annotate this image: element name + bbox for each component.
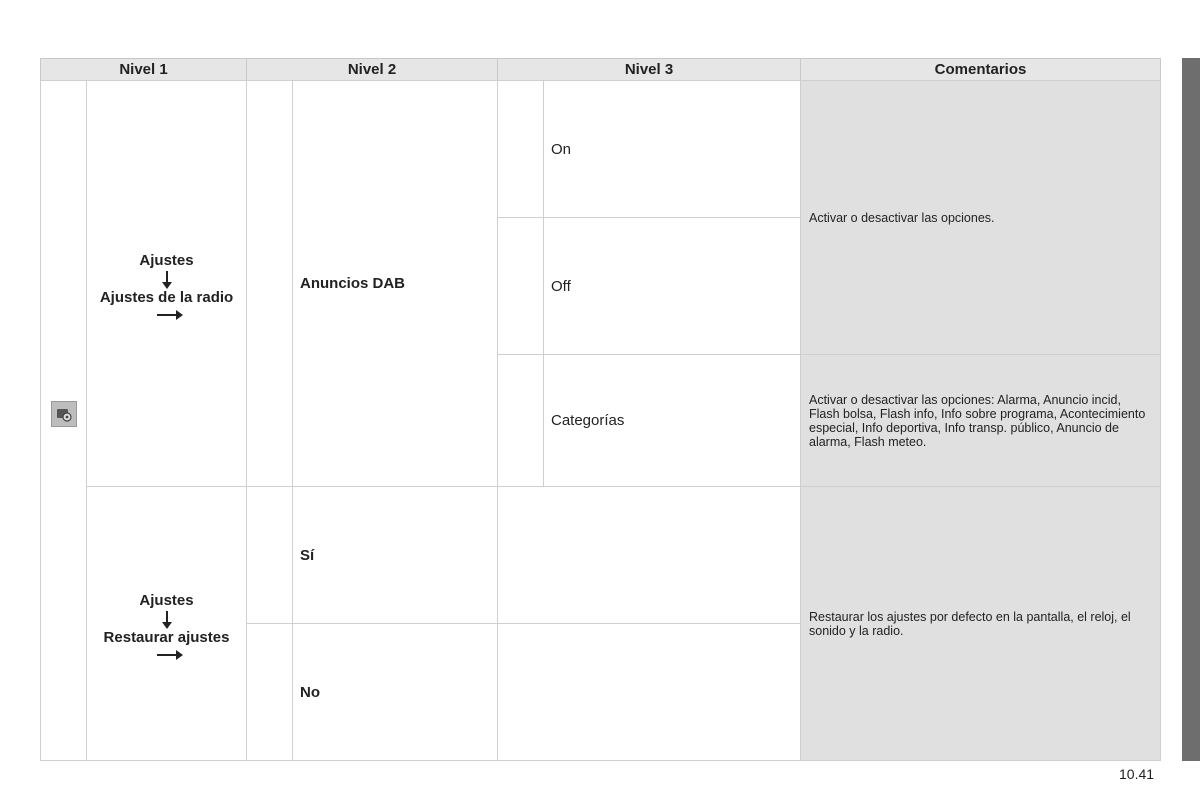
comment-restaurar [800,486,1161,761]
comment-categorias-text: Activar o desactivar las opciones: Alarma, Anuncio incid, Flash bolsa, Flash info, Info sobre programa, Acontecimiento especial, Info deportiva, Info transp. público, Anuncio de alarma, Flash meteo. [809,392,1146,449]
section1-level1-top: Ajustes [139,251,194,269]
section1-level1-path [86,80,247,487]
header-nivel-2: Nivel 2 [246,58,498,81]
page-number: 10.41 [1119,766,1155,782]
section1-level2-spacer [246,80,293,487]
arrow-down-icon [166,611,168,625]
section2-level1-bottom: Restaurar ajustes [103,628,230,646]
level3-off-spacer [497,217,544,355]
level3-empty-si [497,486,801,624]
comment-on-off-text: Activar o desactivar las opciones. [809,210,995,225]
level3-on-spacer [497,80,544,218]
comment-categorias [800,354,1161,487]
level3-on-label: On [551,140,572,158]
level2-si-label: Sí [300,546,315,564]
arrow-right-icon [157,314,177,316]
level2-no-spacer [246,623,293,761]
radio-settings-icon-wrap [51,401,77,427]
level2-si-spacer [246,486,293,624]
section1-level1-bottom: Ajustes de la radio [99,288,234,306]
comment-restaurar-text: Restaurar los ajustes por defecto en la pantalla, el reloj, el sonido y la radio. [809,609,1131,638]
level3-on [543,80,801,218]
arrow-down-icon [166,271,168,285]
arrow-right-icon [157,654,177,656]
level2-si [292,486,498,624]
header-nivel-3: Nivel 3 [497,58,801,81]
side-tab-bar [1182,58,1200,761]
level2-no [292,623,498,761]
level3-empty-no [497,623,801,761]
level3-off-label: Off [551,277,571,295]
section2-level1-top: Ajustes [139,591,194,609]
header-comentarios: Comentarios [800,58,1161,81]
anuncios-dab-label: Anuncios DAB [300,275,405,292]
header-nivel-1: Nivel 1 [40,58,247,81]
level3-categorias-spacer [497,354,544,487]
level3-off [543,217,801,355]
section1-level2-label [292,80,498,487]
level3-categorias-label: Categorías [551,412,625,429]
radio-settings-icon [51,401,77,427]
comment-on-off [800,80,1161,355]
level2-no-label: No [300,683,320,701]
level3-categorias [543,354,801,487]
section2-level1-path [86,486,247,761]
